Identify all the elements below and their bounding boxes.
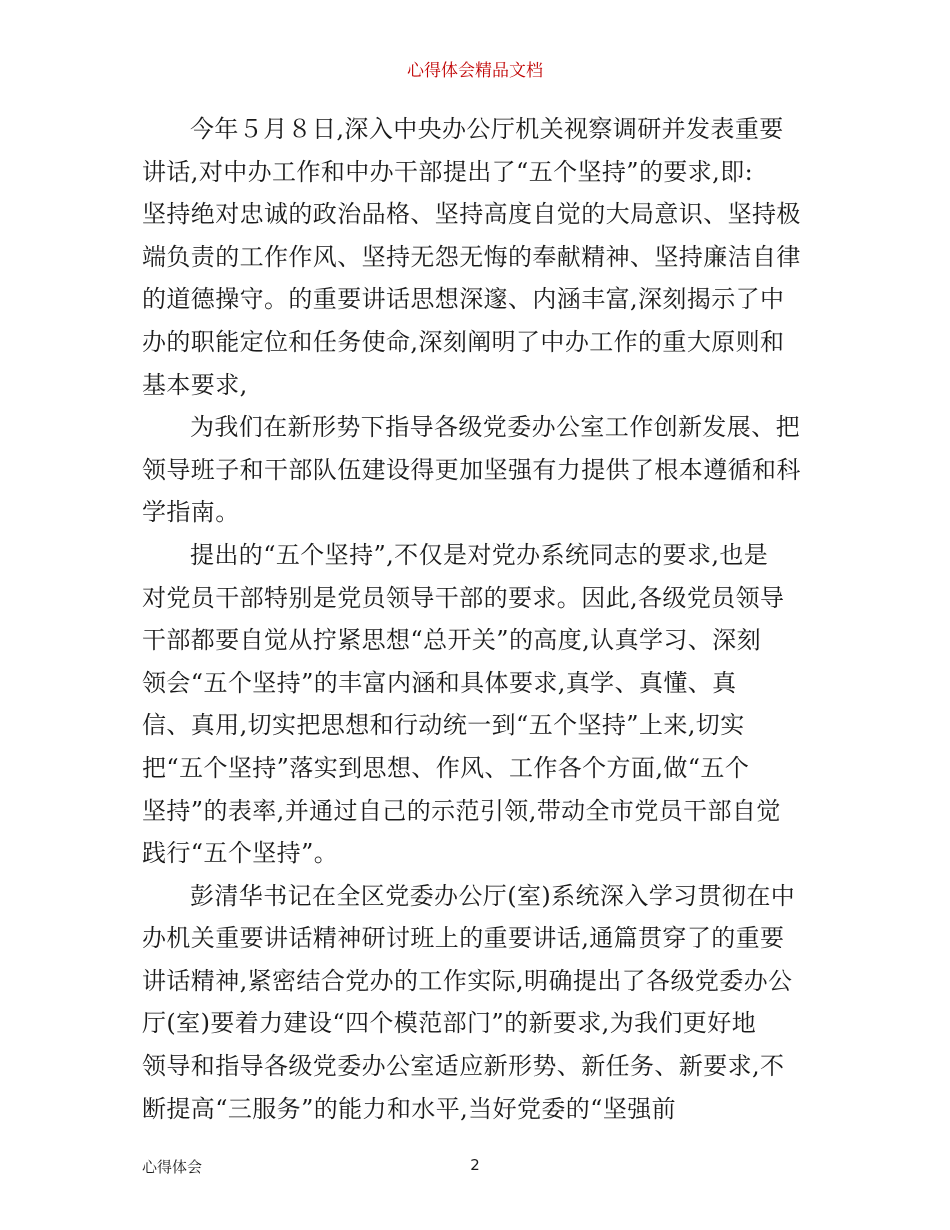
page-number: 2 bbox=[470, 1156, 480, 1174]
paragraph-1-line-7: 基本要求, bbox=[142, 370, 248, 399]
paragraph-2-line-2: 领导班子和干部队伍建设得更加坚强有力提供了根本遵循和科 bbox=[142, 455, 801, 484]
paragraph-3-line-4: 领会“五个坚持”的丰富内涵和具体要求,真学、真懂、真 bbox=[142, 668, 737, 697]
paragraph-3-line-2: 对党员干部特别是党员领导干部的要求。因此,各级党员领导 bbox=[142, 583, 785, 612]
paragraph-4-line-6: 断提高“三服务”的能力和水平,当好党委的“坚强前 bbox=[142, 1094, 677, 1123]
paragraph-1-line-2: 讲话,对中办工作和中办干部提出了“五个坚持”的要求,即: bbox=[142, 157, 754, 186]
paragraph-4-line-2: 办机关重要讲话精神研讨班上的重要讲话,通篇贯穿了的重要 bbox=[142, 924, 785, 953]
paragraph-4-line-5: 领导和指导各级党委办公室适应新形势、新任务、新要求,不 bbox=[142, 1052, 785, 1081]
document-header-title: 心得体会精品文档 bbox=[407, 61, 543, 81]
paragraph-4-line-3: 讲话精神,紧密结合党办的工作实际,明确提出了各级党委办公 bbox=[142, 966, 793, 995]
paragraph-1-line-5: 的道德操守。的重要讲话思想深邃、内涵丰富,深刻揭示了中 bbox=[142, 285, 785, 314]
paragraph-3-line-6: 把“五个坚持”落实到思想、作风、工作各个方面,做“五个 bbox=[142, 753, 750, 782]
paragraph-2-line-3: 学指南。 bbox=[142, 498, 240, 527]
paragraph-3-line-7: 坚持”的表率,并通过自己的示范引领,带动全市党员干部自觉 bbox=[142, 796, 781, 825]
document-body bbox=[142, 108, 814, 1130]
paragraph-1-line-1: 今年５月８日,深入中央办公厅机关视察调研并发表重要 bbox=[190, 115, 784, 143]
paragraph-1-line-3: 坚持绝对忠诚的政治品格、坚持高度自觉的大局意识、坚持极 bbox=[142, 200, 801, 229]
paragraph-1-line-6: 办的职能定位和任务使命,深刻阐明了中办工作的重大原则和 bbox=[142, 327, 785, 356]
paragraph-3-line-1: 提出的“五个坚持”,不仅是对党办系统同志的要求,也是 bbox=[190, 540, 769, 569]
paragraph-3-line-5: 信、真用,切实把思想和行动统一到“五个坚持”上来,切实 bbox=[142, 711, 745, 740]
paragraph-1-line-4: 端负责的工作作风、坚持无怨无悔的奉献精神、坚持廉洁自律 bbox=[142, 242, 801, 271]
paragraph-3-line-8: 践行“五个坚持”。 bbox=[142, 839, 339, 868]
paragraph-4-line-1: 彭清华书记在全区党委办公厅(室)系统深入学习贯彻在中 bbox=[190, 881, 796, 910]
paragraph-3-line-3: 干部都要自觉从拧紧思想“总开关”的高度,认真学习、深刻 bbox=[142, 626, 761, 655]
paragraph-4-line-4: 厅(室)要着力建设“四个模范部门”的新要求,为我们更好地 bbox=[142, 1009, 757, 1038]
paragraph-2-line-1: 为我们在新形势下指导各级党委办公室工作创新发展、把 bbox=[190, 413, 800, 442]
footer-label: 心得体会 bbox=[142, 1158, 203, 1176]
